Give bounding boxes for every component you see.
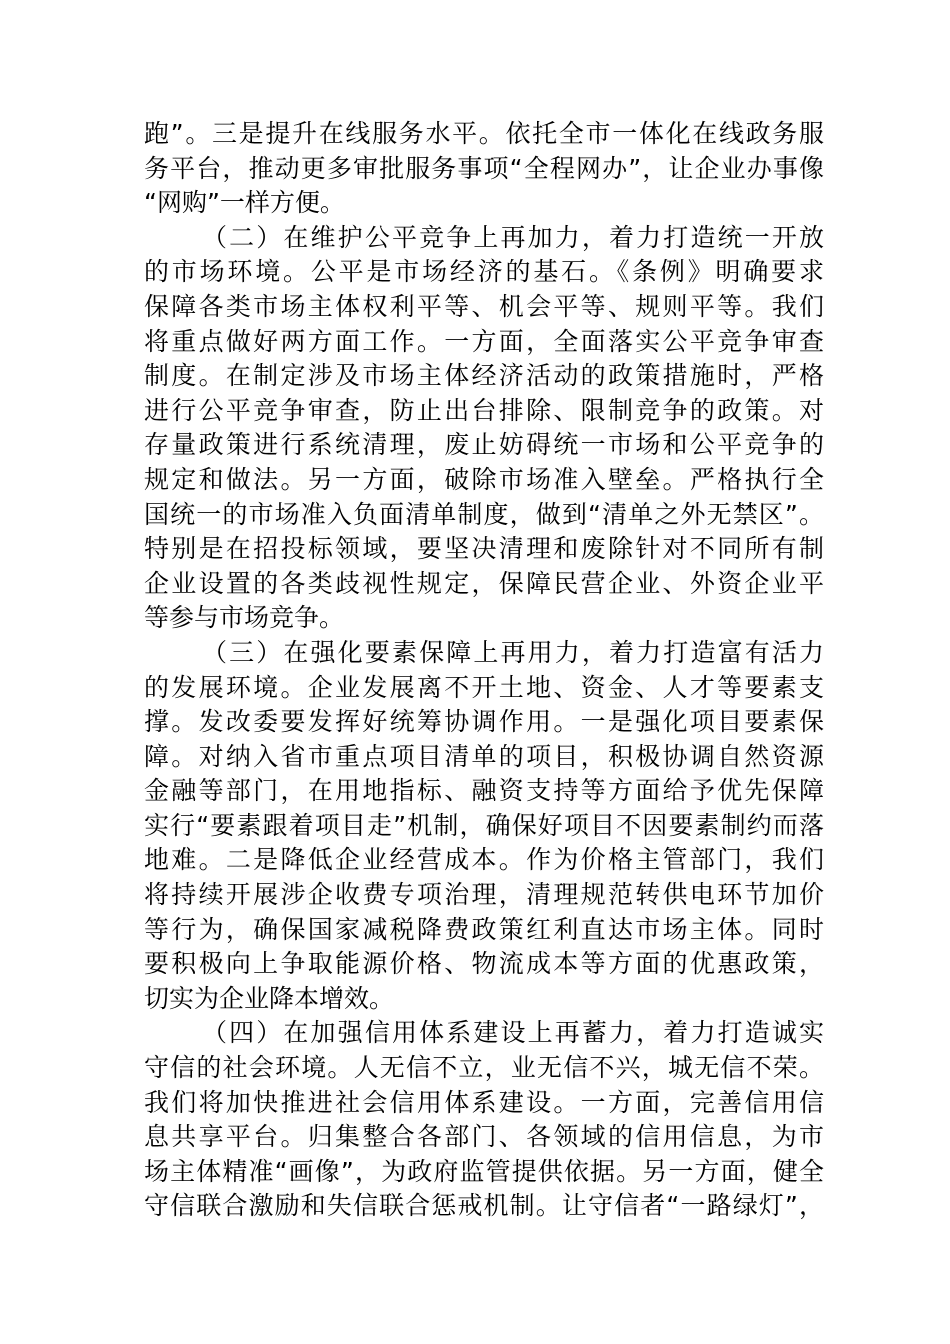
text-line: “网购”一样方便。 xyxy=(144,188,345,218)
text-line: 地难。二是降低企业经营成本。作为价格主管部门，我们 xyxy=(144,845,824,875)
text-line: 存量政策进行系统清理，废止妨碍统一市场和公平竞争的 xyxy=(144,430,824,460)
text-line: 的市场环境。公平是市场经济的基石。《条例》明确要求 xyxy=(144,257,824,287)
text-line: 规定和做法。另一方面，破除市场准入壁垒。严格执行全 xyxy=(144,464,824,494)
text-line: 跑”。三是提升在线服务水平。依托全市一体化在线政务服 xyxy=(144,119,824,148)
text-line: 实行“要素跟着项目走”机制，确保好项目不因要素制约而落 xyxy=(144,810,824,840)
document-body xyxy=(144,117,824,1224)
text-line: 将重点做好两方面工作。一方面，全面落实公平竞争审查 xyxy=(144,326,824,356)
text-line: 金融等部门，在用地指标、融资支持等方面给予优先保障 xyxy=(144,776,824,806)
text-line: 撑。发改委要发挥好统筹协调作用。一是强化项目要素保 xyxy=(144,707,824,737)
text-line: 国统一的市场准入负面清单制度，做到“清单之外无禁区”。 xyxy=(144,499,824,529)
text-line: 企业设置的各类歧视性规定，保障民营企业、外资企业平 xyxy=(144,568,824,598)
text-line: 切实为企业降本增效。 xyxy=(144,983,395,1013)
text-line: 守信的社会环境。人无信不立，业无信不兴，城无信不荣。 xyxy=(144,1053,824,1083)
text-line: 特别是在招投标领域，要坚决清理和废除针对不同所有制 xyxy=(144,534,824,564)
text-line: 的发展环境。企业发展离不开土地、资金、人才等要素支 xyxy=(144,672,824,702)
text-line: 进行公平竞争审查，防止出台排除、限制竞争的政策。对 xyxy=(144,395,824,425)
paragraph-first-line: （三）在强化要素保障上再用力，着力打造富有活力 xyxy=(202,637,824,667)
text-line: 务平台，推动更多审批服务事项“全程网办”，让企业办事像 xyxy=(144,153,824,183)
text-line: 保障各类市场主体权利平等、机会平等、规则平等。我们 xyxy=(144,291,824,321)
text-line: 息共享平台。归集整合各部门、各领域的信用信息，为市 xyxy=(144,1122,824,1152)
text-line: 将持续开展涉企收费专项治理，清理规范转供电环节加价 xyxy=(144,880,824,910)
text-line: 制度。在制定涉及市场主体经济活动的政策措施时，严格 xyxy=(144,361,824,391)
text-line: 障。对纳入省市重点项目清单的项目，积极协调自然资源 xyxy=(144,741,824,771)
text-line: 守信联合激励和失信联合惩戒机制。让守信者“一路绿灯”， xyxy=(144,1191,824,1221)
text-line: 场主体精准“画像”，为政府监管提供依据。另一方面，健全 xyxy=(144,1156,824,1186)
paragraph-first-line: （二）在维护公平竞争上再加力，着力打造统一开放 xyxy=(202,222,824,252)
text-line: 要积极向上争取能源价格、物流成本等方面的优惠政策， xyxy=(144,949,824,979)
text-line: 我们将加快推进社会信用体系建设。一方面，完善信用信 xyxy=(144,1087,824,1117)
text-line: 等参与市场竞争。 xyxy=(144,603,345,633)
text-line: 等行为，确保国家减税降费政策红利直达市场主体。同时 xyxy=(144,914,824,944)
paragraph-first-line: （四）在加强信用体系建设上再蓄力，着力打造诚实 xyxy=(202,1018,824,1048)
